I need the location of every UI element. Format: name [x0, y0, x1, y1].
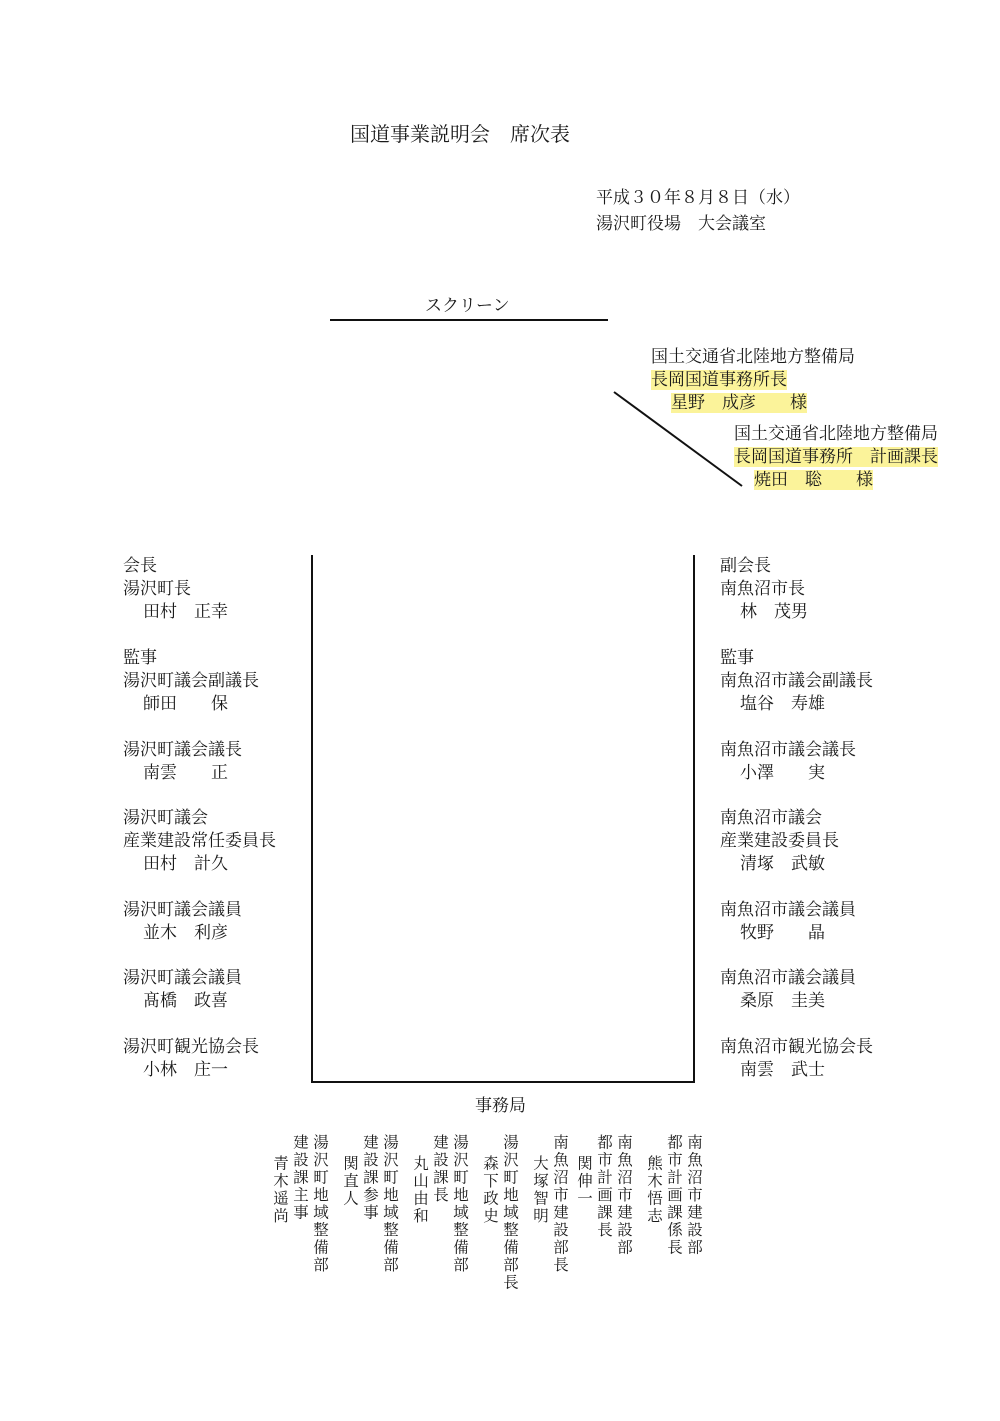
left-seat-1 — [123, 555, 228, 624]
seat-name: 小澤 実 — [740, 763, 825, 783]
secretariat-col: 都市計画課係長 — [665, 1134, 683, 1257]
left-seat-5 — [123, 899, 242, 945]
seat-name: 林 茂男 — [740, 602, 808, 622]
guest-position: 長岡国道事務所長 — [651, 370, 787, 390]
table-bottom-edge — [311, 1081, 695, 1083]
secretariat-col: 大塚智明 — [531, 1155, 549, 1225]
seat-name: 小林 庄一 — [143, 1060, 228, 1080]
seat-title: 会長 — [123, 556, 157, 576]
meeting-venue: 湯沢町役場 大会議室 — [596, 214, 766, 234]
guest-org: 国土交通省北陸地方整備局 — [651, 347, 855, 367]
seat-name: 田村 計久 — [143, 854, 228, 874]
secretariat-col: 関直人 — [341, 1155, 359, 1208]
table-right-edge — [693, 555, 695, 1083]
seat-title: 産業建設委員長 — [720, 831, 839, 851]
seat-title: 南魚沼市観光協会長 — [720, 1037, 873, 1057]
secretariat-col: 青木遥尚 — [271, 1155, 289, 1225]
right-seat-4 — [720, 807, 839, 876]
seat-title: 南魚沼市議会議員 — [720, 900, 856, 920]
seat-title: 湯沢町観光協会長 — [123, 1037, 259, 1057]
screen-line — [330, 319, 608, 321]
seat-title: 湯沢町議会副議長 — [123, 671, 259, 691]
guest-block-2 — [734, 423, 938, 492]
seat-name: 南雲 武士 — [740, 1060, 825, 1080]
seat-name: 塩谷 寿雄 — [740, 694, 825, 714]
secretariat-label: 事務局 — [475, 1096, 526, 1116]
page-title: 国道事業説明会 席次表 — [350, 122, 570, 146]
seat-name: 並木 利彦 — [143, 923, 228, 943]
secretariat-col: 南魚沼市建設部 — [685, 1134, 703, 1257]
seat-title: 南魚沼市議会議員 — [720, 968, 856, 988]
secretariat-col: 湯沢町地域整備部 — [311, 1134, 329, 1274]
left-seat-3 — [123, 739, 242, 785]
secretariat-col: 南魚沼市建設部長 — [551, 1134, 569, 1274]
seat-title: 湯沢町議会議長 — [123, 740, 242, 760]
right-seat-6 — [720, 967, 856, 1013]
seat-title: 産業建設常任委員長 — [123, 831, 276, 851]
seat-title: 湯沢町長 — [123, 579, 191, 599]
seat-name: 牧野 晶 — [740, 923, 825, 943]
seat-name: 髙橋 政喜 — [143, 991, 228, 1011]
secretariat-col: 湯沢町地域整備部 — [381, 1134, 399, 1274]
secretariat-col: 関伸一 — [575, 1155, 593, 1208]
secretariat-col: 湯沢町地域整備部 — [451, 1134, 469, 1274]
seat-title: 副会長 — [720, 556, 771, 576]
guest-name: 星野 成彦 様 — [671, 393, 807, 413]
secretariat-col: 建設課主事 — [291, 1134, 309, 1222]
secretariat-col: 熊木悟志 — [645, 1155, 663, 1225]
seat-title: 湯沢町議会 — [123, 808, 208, 828]
secretariat-col: 建設課参事 — [361, 1134, 379, 1222]
seat-name: 師田 保 — [143, 694, 228, 714]
seat-title: 南魚沼市議会 — [720, 808, 822, 828]
right-seat-3 — [720, 739, 856, 785]
seat-title: 南魚沼市長 — [720, 579, 805, 599]
screen-label: スクリーン — [425, 296, 510, 316]
seat-name: 桑原 圭美 — [740, 991, 825, 1011]
secretariat-col: 都市計画課長 — [595, 1134, 613, 1239]
seat-title: 監事 — [720, 648, 754, 668]
left-seat-2 — [123, 647, 259, 716]
guest-name: 焼田 聡 様 — [754, 470, 873, 490]
right-seat-1 — [720, 555, 808, 624]
guest-position: 長岡国道事務所 計画課長 — [734, 447, 938, 467]
seat-name: 田村 正幸 — [143, 602, 228, 622]
secretariat-col: 丸山由和 — [411, 1155, 429, 1225]
left-seat-6 — [123, 967, 242, 1013]
table-left-edge — [311, 555, 313, 1083]
secretariat-col: 建設課長 — [431, 1134, 449, 1204]
seat-title: 南魚沼市議会副議長 — [720, 671, 873, 691]
secretariat-col: 南魚沼市建設部 — [615, 1134, 633, 1257]
guest-org: 国土交通省北陸地方整備局 — [734, 424, 938, 444]
seat-title: 湯沢町議会議員 — [123, 900, 242, 920]
right-seat-2 — [720, 647, 873, 716]
left-seat-4 — [123, 807, 276, 876]
right-seat-5 — [720, 899, 856, 945]
left-seat-7 — [123, 1036, 259, 1082]
seat-title: 南魚沼市議会議長 — [720, 740, 856, 760]
secretariat-col: 湯沢町地域整備部長 — [501, 1134, 519, 1292]
seat-name: 清塚 武敏 — [740, 854, 825, 874]
seat-name: 南雲 正 — [143, 763, 228, 783]
meeting-date: 平成３０年８月８日（水） — [596, 188, 800, 208]
secretariat-col: 森下政史 — [481, 1155, 499, 1225]
right-seat-7 — [720, 1036, 873, 1082]
seat-title: 湯沢町議会議員 — [123, 968, 242, 988]
seat-title: 監事 — [123, 648, 157, 668]
guest-seat-line — [610, 388, 750, 498]
